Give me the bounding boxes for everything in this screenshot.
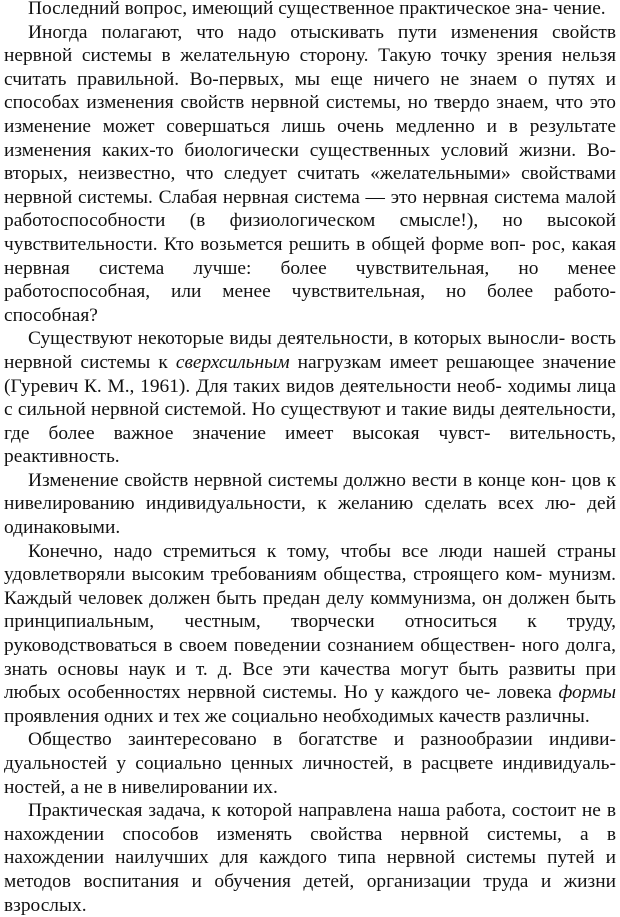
text-line: а в нахождении наилучших для каждого типа нервной системы (4, 823, 616, 869)
text-line: развиты при любых особенностях нервной системы. Но у каждого че- (4, 658, 616, 704)
text-line: работоспособная, или менее чувствительная, но более работо- (4, 281, 616, 303)
text-line: он должен быть принципиальным, честным, творчески относиться к (4, 587, 616, 633)
paragraph-activity-types (4, 327, 616, 469)
text-line: ловека (497, 682, 559, 704)
text-line: результате изменения каких-то биологически существенных условий (4, 115, 616, 161)
text-line: труду, руководствоваться в своем поведении сознанием обществен- (4, 611, 616, 657)
text-line: способах изменения свойств нервной системы, но твердо знаем, (4, 92, 549, 114)
text-line: ходимы лица с сильной нервной системой. Но существуют и такие (4, 375, 616, 421)
paragraph-changing-properties (4, 21, 616, 328)
text-line: рос, какая нервная система лучше: более чувствительная, но менее (4, 233, 616, 279)
text-line: нагрузкам имеет решающее (289, 351, 535, 373)
text-line: нервной системы в желательную сторону. Такую точку зрения нельзя (4, 45, 616, 67)
text-line: высокой чувствительности. Кто возьмется решить в общей форме воп- (4, 210, 617, 255)
text-line: способная? (4, 304, 98, 326)
paragraph-diversity (4, 728, 616, 799)
text-line: цов к нивелированию индивидуальности, к желанию сделать всех лю- (4, 469, 617, 515)
paragraph-practical-task (4, 799, 616, 917)
paragraph-society-requirements (4, 540, 616, 729)
text-line: качеств различны. (438, 705, 590, 727)
text-line: свойствами нервной системы. Слабая нервная система — это нервная (4, 163, 616, 208)
text-line: удовлетворяли высоким требованиям общества, строящего ком- (4, 564, 543, 586)
text-line: считать правильной. Во-первых, мы еще ничего не знаем о путях и (4, 68, 616, 90)
text-line: проявления одних и тех же социально необходимых (4, 705, 434, 727)
text-line: Общество заинтересовано в богатстве и разнообразии индиви- (28, 729, 616, 751)
text-line: Иногда полагают, что надо отыскивать пути изменения свойств (28, 21, 616, 43)
paragraph-last-question (4, 0, 616, 21)
text-line: система малой работоспособности (в физиологическом смысле!), но (4, 186, 616, 232)
text-line: ностей, а не в нивелировании их. (4, 776, 278, 798)
text-line: Конечно, надо стремиться к тому, чтобы все люди нашей страны (28, 540, 616, 562)
text-line: дуальностей у социально ценных личностей, в расцвете индивидуаль- (4, 753, 616, 774)
text-line: мунизм. Каждый человек должен быть предан делу коммунизма, (4, 564, 616, 609)
book-page (4, 0, 616, 917)
emphasis-superstrong: сверхсильным (175, 351, 290, 373)
text-line: жизни. Во-вторых, неизвестно, что следует считать «желательными» (4, 139, 616, 185)
text-line: Изменение свойств нервной системы должно вести в конце кон- (28, 469, 566, 491)
text-line: Практическая задача, к которой направлена наша работа, состоит (28, 800, 576, 822)
text-line: вительность, реактивность. (4, 422, 616, 468)
text-line: Последний вопрос, имеющий существенное практическое зна- (28, 0, 549, 19)
text-line: не в нахождении способов изменять свойства нервной системы, (4, 800, 616, 845)
text-line: путей и методов воспитания и обучения детей, организации труда и (4, 847, 616, 892)
text-line: Существуют некоторые виды деятельности, в которых выносли- (28, 328, 566, 350)
text-line: вость нервной системы к (4, 328, 616, 373)
text-line: что это изменение может совершаться лишь очень медленно и в (4, 92, 616, 137)
text-line: виды деятельности, где более важное значение имеет высокая чувст- (4, 399, 616, 444)
text-line: ного долга, знать основы наук и т. д. Все эти качества могут быть (4, 635, 616, 680)
text-line: жизни взрослых. (4, 870, 616, 916)
text-line: значение (Гуревич К. М., 1961). Для таких видов деятельности необ- (4, 351, 616, 397)
text-line: чение. (553, 0, 606, 19)
text-line: дей одинаковыми. (4, 493, 616, 539)
emphasis-forms: формы (558, 682, 616, 704)
paragraph-leveling (4, 469, 616, 540)
